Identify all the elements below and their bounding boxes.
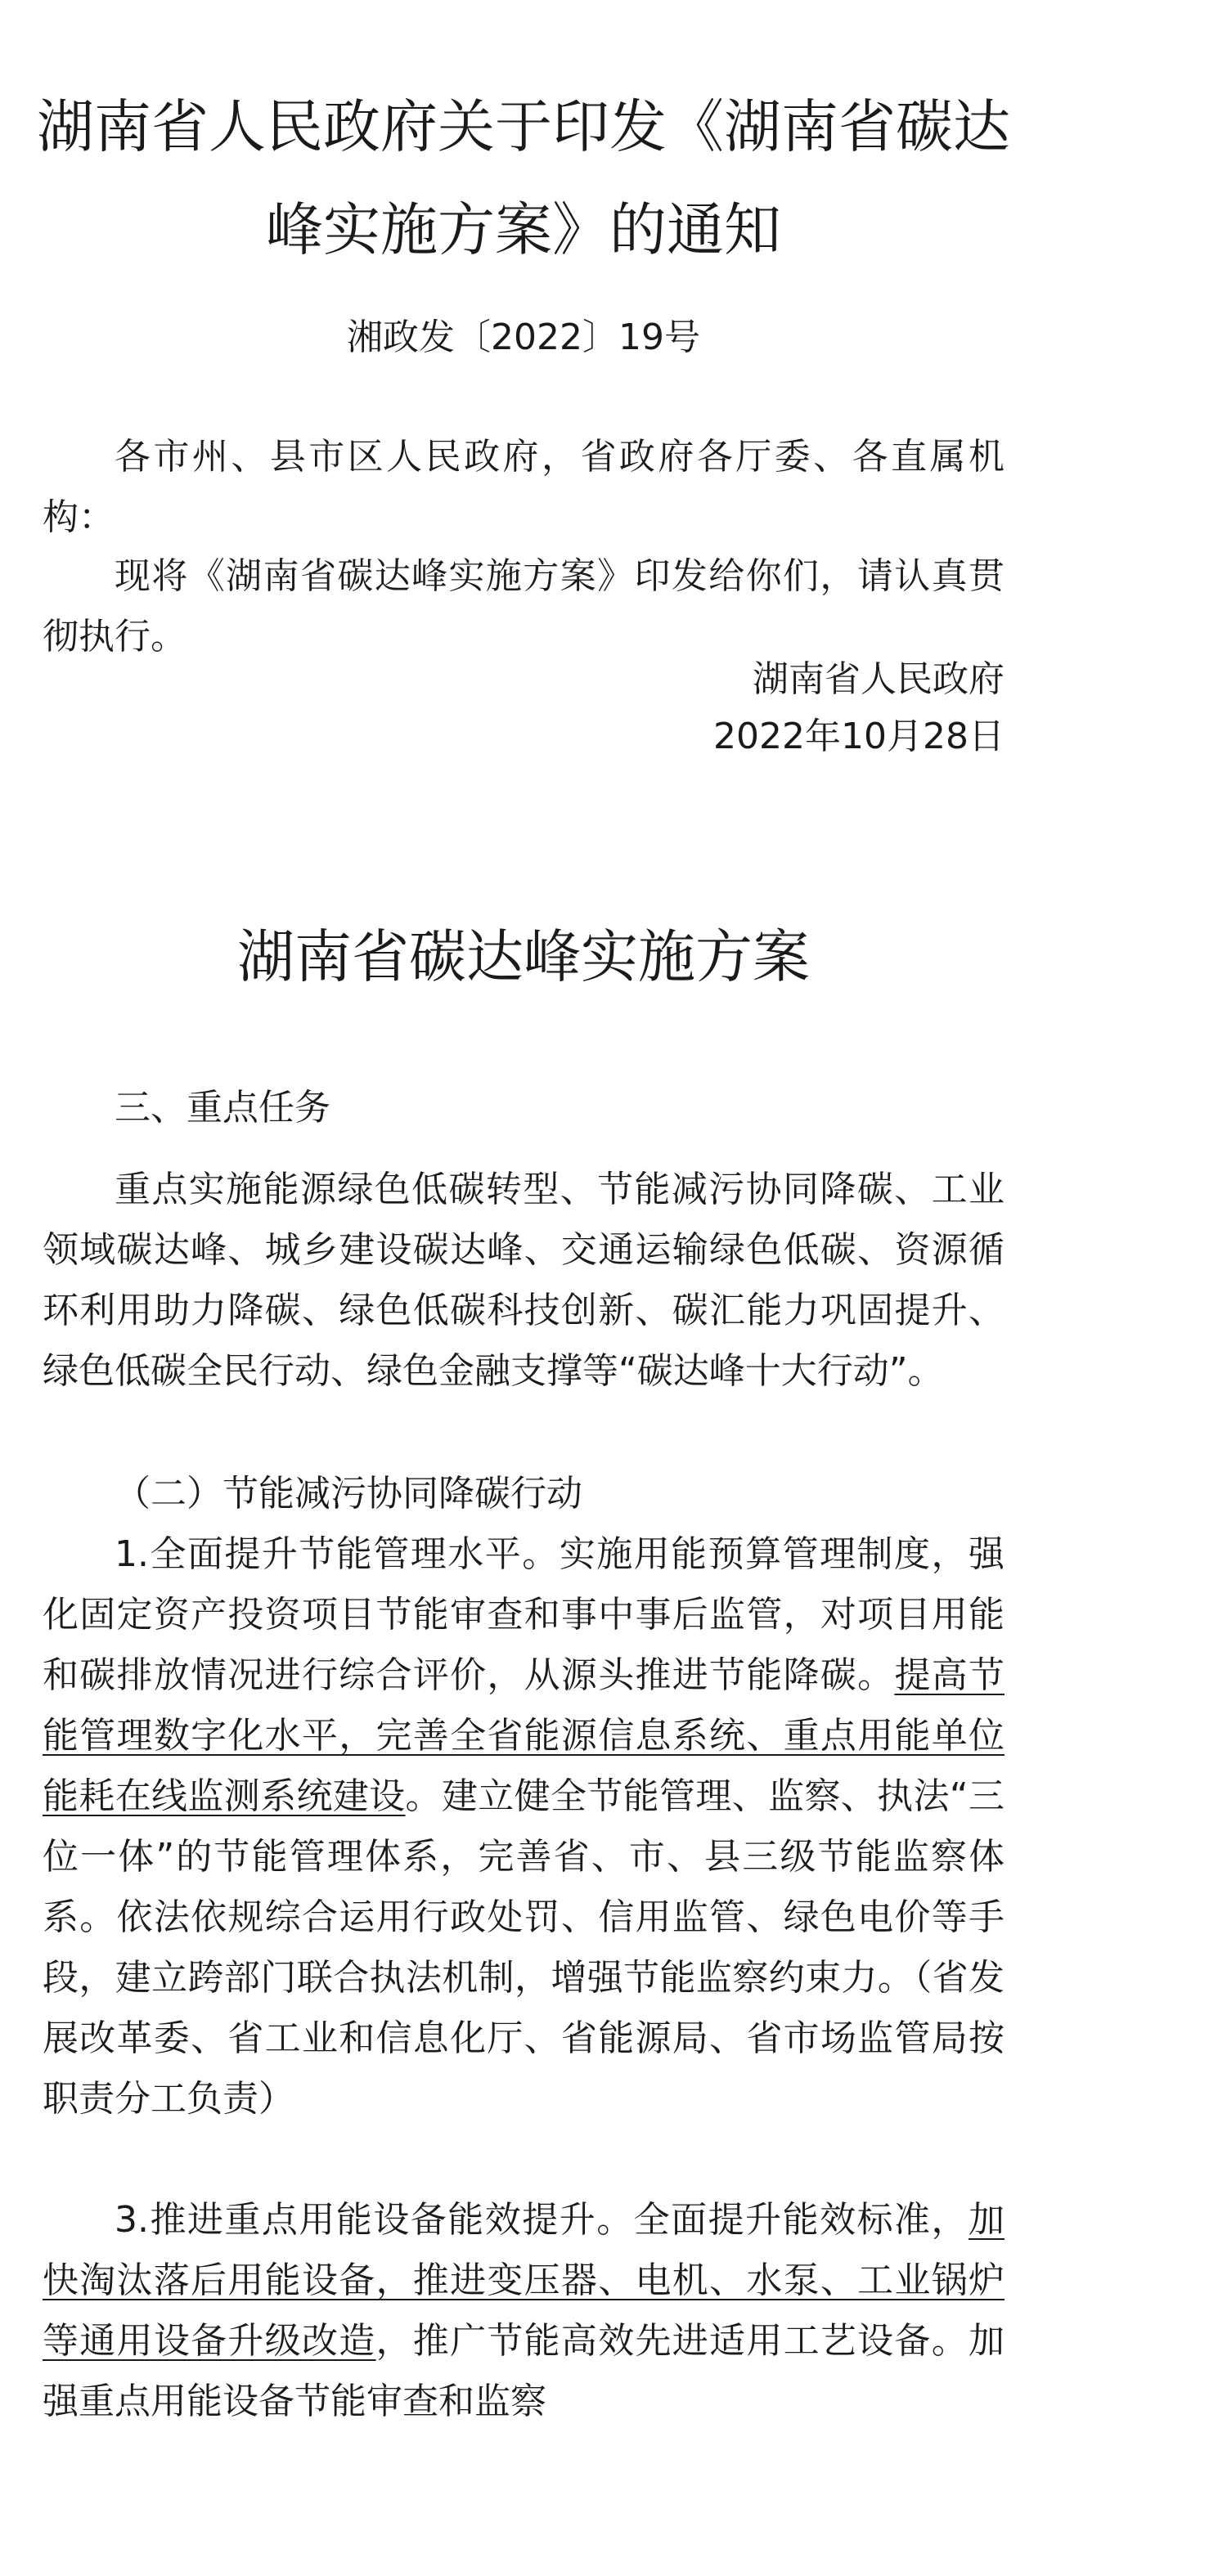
plan-intro-paragraph: 重点实施能源绿色低碳转型、节能减污协同降碳、工业领域碳达峰、城乡建设碳达峰、交通运输绿色低碳、资源循环利用助力降碳、绿色低碳科技创新、碳汇能力巩固提升、绿色低碳全民行动、绿色金融支撑等“碳达峰十大行动”。 (43, 1169, 1005, 1392)
item-1-text-b: 。建立健全节能管理、监察、执法“三位一体”的节能管理体系，完善省、市、县三级节能监察体系。依法依规综合运用行政处罚、信用监管、绿色电价等手段，建立跨部门联合执法机制，增强节能监察约束力。（省发展改革委、省工业和信息化厅、省能源局、省市场监管局按职责分工负责） (43, 1775, 1005, 2120)
item-3-text-a: 3.推进重点用能设备能效提升。全面提升能效标准， (115, 2199, 969, 2241)
issue-date: 2022年10月28日 (713, 716, 1005, 757)
notice-title: 湖南省人民政府关于印发《湖南省碳达峰实施方案》的通知 (37, 93, 1010, 263)
item-3-paragraph (43, 2190, 1005, 2432)
notice-body: 现将《湖南省碳达峰实施方案》印发给你们，请认真贯彻执行。 (43, 555, 1005, 657)
subsection-heading: （二）节能减污协同降碳行动 (115, 1473, 582, 1515)
notice-salutation: 各市州、县市区人民政府，省政府各厅委、各直属机构： (43, 436, 1005, 538)
item-1-underlined-text: 提高节能管理数字化水平，完善全省能源信息系统、重点用能单位能耗在线监测系统建设 (43, 1654, 1005, 1817)
plan-title: 湖南省碳达峰实施方案 (237, 923, 810, 990)
item-3-text-b: ，推广节能高效先进适用工艺设备。加强重点用能设备节能审查和监察 (43, 2320, 1005, 2422)
item-3-underlined-text: 加快淘汰落后用能设备，推进变压器、电机、水泵、工业锅炉等通用设备升级改造 (43, 2199, 1005, 2362)
item-1-text-a: 1.全面提升节能管理水平。实施用能预算管理制度，强化固定资产投资项目节能审查和事中事后监管，对项目用能和碳排放情况进行综合评价，从源头推进节能降碳。 (43, 1533, 1005, 1696)
section-heading: 三、重点任务 (115, 1087, 330, 1129)
issuer-name: 湖南省人民政府 (753, 658, 1005, 700)
item-1-paragraph (43, 1524, 1005, 2129)
document-number: 湘政发〔2022〕19号 (347, 316, 700, 358)
